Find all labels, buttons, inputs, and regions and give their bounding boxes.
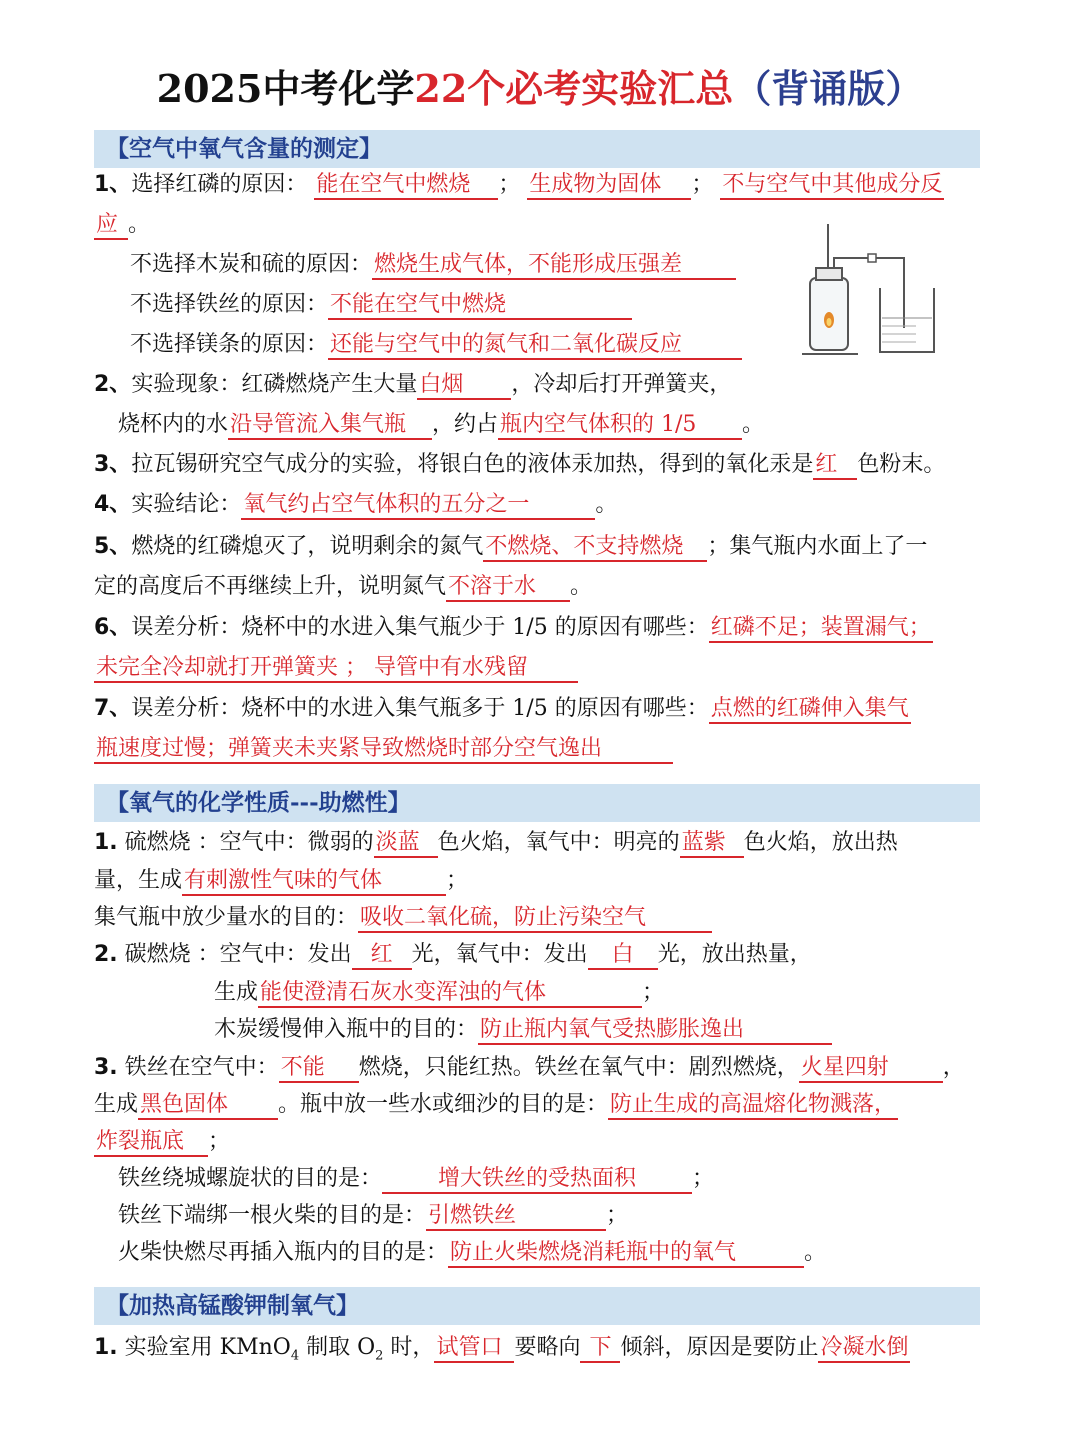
o2-line-2 xyxy=(214,978,664,1008)
section-header-air-oxygen: 【空气中氧气含量的测定】 xyxy=(94,130,980,168)
q7-line-1 xyxy=(94,694,911,724)
o1-line-1 xyxy=(94,828,898,858)
text-span: ； xyxy=(446,868,469,893)
answer: 引燃铁丝 xyxy=(426,1203,606,1231)
answer: 火星四射 xyxy=(799,1055,943,1083)
text-span: 6、 xyxy=(94,615,132,640)
answer: 未完全冷却就打开弹簧夹 ； 导管中有水残留 xyxy=(94,655,578,683)
text-span: 1、 xyxy=(94,172,132,197)
q6-line-1 xyxy=(94,613,933,643)
apparatus-diagram xyxy=(796,222,941,360)
q7-line-2 xyxy=(94,734,673,764)
answer: 白 xyxy=(588,942,658,970)
text-span: 实验现象：红磷燃烧产生大量 xyxy=(131,372,418,397)
text-span: 不选择木炭和硫的原因： xyxy=(130,252,373,277)
q1-line-3 xyxy=(130,250,736,280)
answer: 防止生成的高温熔化物溅落， xyxy=(608,1092,898,1120)
o2-line-1 xyxy=(94,940,812,970)
text-span: 色粉末。 xyxy=(857,452,946,477)
text-span: ； xyxy=(498,172,521,197)
text-span: 误差分析：烧杯中的水进入集气瓶多于 1/5 的原因有哪些： xyxy=(131,696,709,721)
text-span: 1. xyxy=(94,830,118,855)
answer: 沿导管流入集气瓶 xyxy=(228,412,432,440)
section-header-oxygen-properties: 【氧气的化学性质---助燃性】 xyxy=(94,784,980,822)
answer: 燃烧生成气体，不能形成压强差 xyxy=(372,252,736,280)
answer: 防止瓶内氧气受热膨胀逸出 xyxy=(478,1017,832,1045)
title-part-1: 2025中考化学 xyxy=(156,66,415,111)
text-span: 要略向 xyxy=(514,1335,581,1360)
section-header-kmno4: 【加热高锰酸钾制氧气】 xyxy=(94,1287,980,1325)
answer: 下 xyxy=(580,1335,620,1363)
text-span: 5、 xyxy=(94,534,132,559)
answer: 炸裂瓶底 xyxy=(94,1129,208,1157)
answer: 不与空气中其他成分反 xyxy=(720,172,944,200)
answer: 能使澄清石灰水变浑浊的气体 xyxy=(258,980,642,1008)
text-span: 倾斜，原因是要防止 xyxy=(620,1335,819,1360)
text-span: 色火焰，氧气中：明亮的 xyxy=(437,830,680,855)
answer: 红 xyxy=(813,452,857,480)
text-span: 实验结论： xyxy=(131,492,242,517)
text-span: 。 xyxy=(570,574,593,599)
text-span: 量，生成 xyxy=(94,868,183,893)
q6-line-2 xyxy=(94,653,578,683)
text-span: 木炭缓慢伸入瓶中的目的： xyxy=(214,1017,479,1042)
answer: 冷凝水倒 xyxy=(818,1335,910,1363)
q1-line-4 xyxy=(130,290,632,320)
title-part-3: （背诵版） xyxy=(733,66,924,111)
answer: 不能 xyxy=(279,1055,359,1083)
text-span: 1. xyxy=(94,1335,118,1360)
q3-line xyxy=(94,450,945,480)
o3-line-4 xyxy=(118,1164,714,1194)
answer: 不能在空气中燃烧 xyxy=(328,292,632,320)
text-span: ； xyxy=(208,1129,231,1154)
q2-line-1 xyxy=(94,370,731,400)
text-span: ； xyxy=(642,980,665,1005)
answer: 瓶内空气体积的 1/5 xyxy=(498,412,742,440)
q1-line-1 xyxy=(94,170,944,200)
text-span: 烧杯内的水 xyxy=(118,412,229,437)
text-span: 4、 xyxy=(94,492,132,517)
answer: 白烟 xyxy=(417,372,511,400)
text-span: 生成 xyxy=(94,1092,139,1117)
answer: 应 xyxy=(94,212,128,240)
answer: 防止火柴燃烧消耗瓶中的氧气 xyxy=(448,1240,804,1268)
text-span: 7、 xyxy=(94,696,132,721)
o2-line-3 xyxy=(214,1015,832,1045)
q1-line-2 xyxy=(94,210,150,240)
o3-line-6 xyxy=(118,1238,826,1268)
text-span: 光，氧气中：发出 xyxy=(411,942,588,967)
title-part-2: 22个必考实验汇总 xyxy=(414,66,734,111)
text-span: 制取 O xyxy=(299,1335,376,1360)
o1-line-2 xyxy=(94,866,468,896)
text-span: 生成 xyxy=(214,980,259,1005)
answer: 瓶速度过慢；弹簧夹未夹紧导致燃烧时部分空气逸出 xyxy=(94,736,673,764)
text-span: 2. xyxy=(94,942,118,967)
q5-line-2 xyxy=(94,572,592,602)
text-span: ；集气瓶内水面上了一 xyxy=(707,534,928,559)
text-span: 2 xyxy=(375,1348,384,1364)
q4-line xyxy=(94,490,617,520)
text-span: 定的高度后不再继续上升，说明氮气 xyxy=(94,574,447,599)
text-span: 选择红磷的原因： xyxy=(131,172,308,197)
answer: 氧气约占空气体积的五分之一 xyxy=(241,492,595,520)
text-span: 误差分析：烧杯中的水进入集气瓶少于 1/5 的原因有哪些： xyxy=(131,615,709,640)
text-span: ， xyxy=(942,1055,965,1080)
text-span: 。 xyxy=(595,492,618,517)
text-span: 时， xyxy=(383,1335,435,1360)
text-span: 火柴快燃尽再插入瓶内的目的是： xyxy=(118,1240,449,1265)
o3-line-2 xyxy=(94,1090,898,1120)
text-span: ，约占 xyxy=(432,412,499,437)
text-span: 不选择镁条的原因： xyxy=(130,332,329,357)
answer: 黑色固体 xyxy=(138,1092,278,1120)
text-span: 3、 xyxy=(94,452,132,477)
answer: 红磷不足；装置漏气； xyxy=(709,615,933,643)
page-title xyxy=(0,58,1080,113)
answer: 不燃烧、不支持燃烧 xyxy=(483,534,707,562)
answer: 蓝紫 xyxy=(680,830,744,858)
answer: 试管口 xyxy=(434,1335,514,1363)
answer: 不溶于水 xyxy=(446,574,570,602)
answer: 点燃的红磷伸入集气 xyxy=(709,696,911,724)
text-span: 铁丝绕城螺旋状的目的是： xyxy=(118,1166,383,1191)
text-span: 拉瓦锡研究空气成分的实验，将银白色的液体汞加热，得到的氧化汞是 xyxy=(131,452,814,477)
text-span: ，冷却后打开弹簧夹， xyxy=(511,372,732,397)
answer: 生成物为固体 xyxy=(527,172,691,200)
answer: 能在空气中燃烧 xyxy=(314,172,498,200)
k1-line-1 xyxy=(94,1333,910,1371)
text-span: ； xyxy=(606,1203,629,1228)
answer: 红 xyxy=(352,942,412,970)
o1-line-3 xyxy=(94,903,712,933)
text-span: 铁丝下端绑一根火柴的目的是： xyxy=(118,1203,427,1228)
text-span: 不选择铁丝的原因： xyxy=(130,292,329,317)
q2-line-2 xyxy=(118,410,764,440)
answer: 吸收二氧化硫，防止污染空气 xyxy=(358,905,712,933)
answer: 淡蓝 xyxy=(374,830,438,858)
text-span: 。 xyxy=(804,1240,827,1265)
q1-line-5 xyxy=(130,330,742,360)
text-span: 铁丝在空气中： xyxy=(124,1055,279,1080)
text-span: 。 xyxy=(128,212,151,237)
text-span: 色火焰，放出热 xyxy=(743,830,898,855)
text-span: ； xyxy=(692,1166,715,1191)
o3-line-3 xyxy=(94,1127,230,1157)
text-span: 碳燃烧 ：空气中：发出 xyxy=(124,942,352,967)
text-span: 燃烧的红磷熄灭了，说明剩余的氮气 xyxy=(131,534,484,559)
o3-line-1 xyxy=(94,1053,965,1083)
text-span: 2、 xyxy=(94,372,132,397)
text-span: 4 xyxy=(290,1348,300,1364)
text-span: 光，放出热量， xyxy=(657,942,812,967)
o3-line-5 xyxy=(118,1201,628,1231)
answer: 有刺激性气味的气体 xyxy=(182,868,446,896)
answer: 还能与空气中的氮气和二氧化碳反应 xyxy=(328,332,742,360)
answer: 增大铁丝的受热面积 xyxy=(382,1166,692,1194)
text-span: 实验室用 KMnO xyxy=(124,1335,291,1360)
text-span: 。瓶中放一些水或细沙的目的是： xyxy=(278,1092,609,1117)
text-span: 硫燃烧 ：空气中：微弱的 xyxy=(124,830,374,855)
text-span: 。 xyxy=(742,412,765,437)
text-span: 集气瓶中放少量水的目的： xyxy=(94,905,359,930)
text-span: 燃烧，只能红热。铁丝在氧气中：剧烈燃烧， xyxy=(358,1055,799,1080)
q5-line-1 xyxy=(94,532,927,562)
text-span: 3. xyxy=(94,1055,118,1080)
text-span: ； xyxy=(691,172,714,197)
